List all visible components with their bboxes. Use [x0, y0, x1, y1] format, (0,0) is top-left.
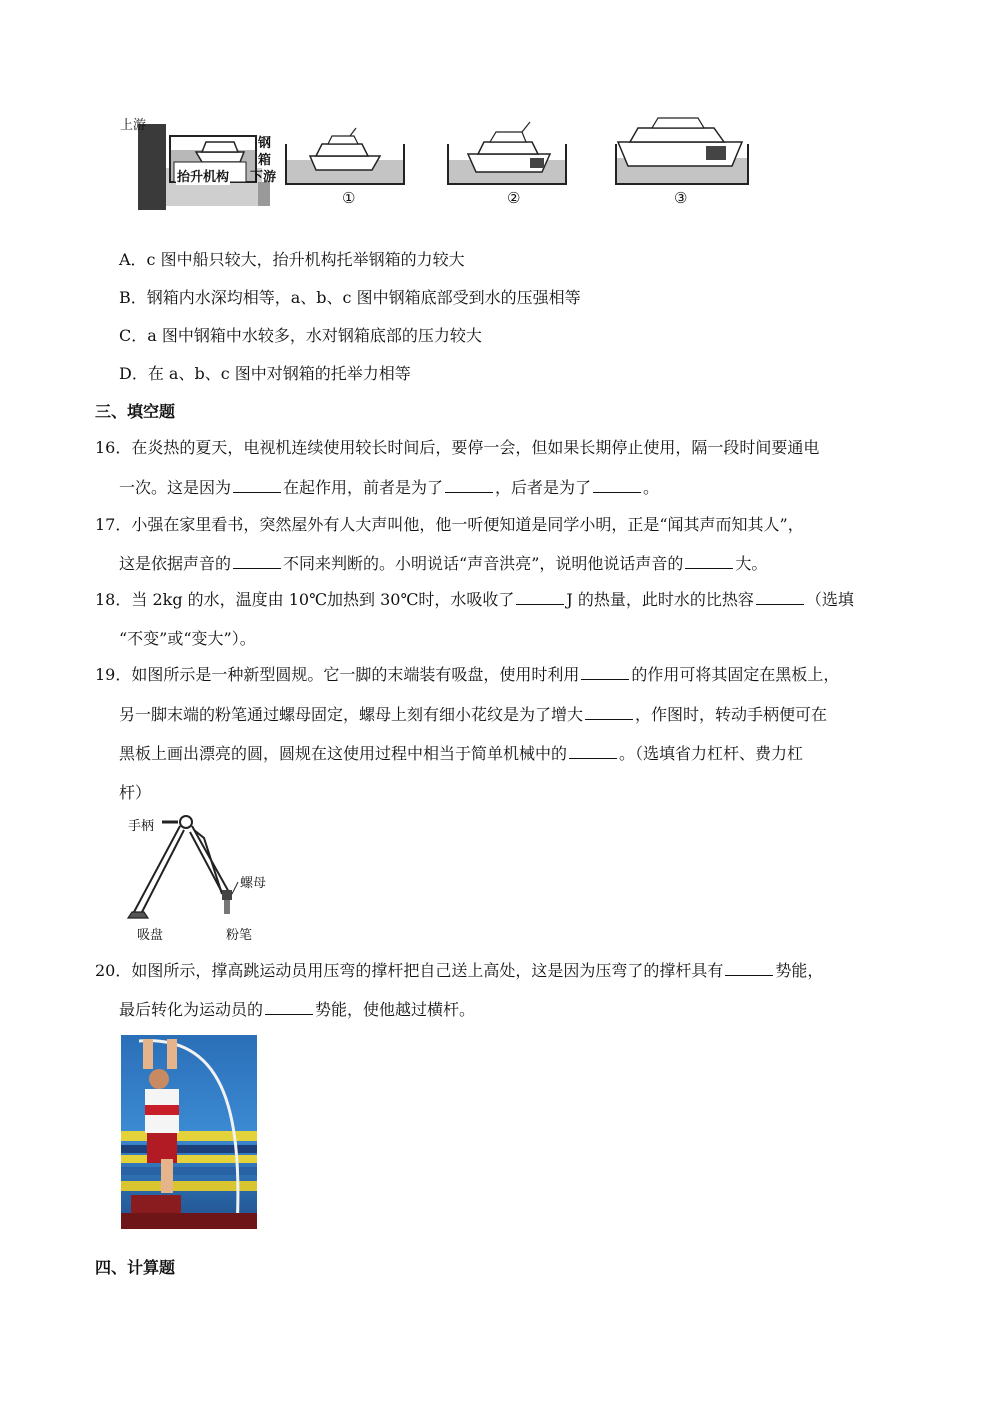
compass-label-chalk: 粉笔 [226, 928, 253, 943]
q19-line1 [95, 665, 839, 685]
q18-blank-1[interactable] [516, 590, 564, 605]
q19-line3 [119, 744, 803, 764]
q20-text1b: 势能， [775, 961, 824, 980]
q18-blank-2[interactable] [756, 590, 804, 605]
q19-text2a: 另一脚末端的粉笔通过螺母固定，螺母上刻有细小花纹是为了增大 [119, 705, 584, 724]
lock-label-upstream: 上游 [120, 118, 147, 133]
q16-blank-3[interactable] [593, 478, 641, 493]
q18-text1c: （选填 [805, 590, 854, 609]
compass-label-handle: 手柄 [128, 819, 155, 834]
q16-line1 [95, 438, 819, 458]
q15-option-b: B．钢箱内水深均相等，a、b、c 图中钢箱底部受到水的压强相等 [119, 288, 581, 307]
q20-text1a: 如图所示，撑高跳运动员用压弯的撑杆把自己送上高处，这是因为压弯了的撑杆具有 [131, 961, 724, 980]
q19-text2b: ，作图时，转动手柄便可在 [635, 705, 828, 724]
compass-label-nut: 螺母 [240, 876, 267, 891]
q16-text2a: 一次。这是因为 [119, 478, 232, 497]
q16-line2 [119, 478, 659, 498]
q17-line2 [119, 554, 767, 574]
q19-blank-2[interactable] [585, 705, 633, 720]
q17-blank-2[interactable] [685, 554, 733, 569]
q19-text3b: 。（选填省力杠杆、费力杠 [619, 744, 804, 763]
q20-number: 20． [95, 961, 132, 980]
q17-line1 [95, 515, 804, 535]
section-3-title: 三、填空题 [95, 402, 176, 421]
panel-label-1: ① [342, 189, 356, 207]
q18-line1 [95, 590, 854, 610]
compass-label-sucker: 吸盘 [137, 928, 164, 943]
ship-lock-figure [118, 108, 758, 212]
q17-blank-1[interactable] [233, 554, 281, 569]
q19-text1a: 如图所示是一种新型圆规。它一脚的末端装有吸盘，使用时利用 [131, 665, 580, 684]
q18-text1a: 当 2kg 的水，温度由 10℃加热到 30℃时，水吸收了 [131, 590, 515, 609]
pole-vault-photo [121, 1035, 257, 1229]
q18-line2: “不变”或“变大”）。 [119, 629, 256, 648]
q17-text2c: 大。 [735, 554, 768, 573]
panel-label-2: ② [507, 189, 521, 207]
q16-text2d: 。 [643, 478, 660, 497]
q17-number: 17． [95, 515, 132, 534]
q16-text1: 在炎热的夏天，电视机连续使用较长时间后，要停一会，但如果长期停止使用，隔一段时间要通电 [131, 438, 820, 457]
q15-option-c: C．a 图中钢箱中水较多，水对钢箱底部的压力较大 [119, 326, 482, 345]
q19-line4: 杆） [119, 783, 152, 802]
q19-number: 19． [95, 665, 132, 684]
q18-number: 18． [95, 590, 132, 609]
q19-text3a: 黑板上画出漂亮的圆，圆规在这使用过程中相当于简单机械中的 [119, 744, 568, 763]
q19-blank-1[interactable] [581, 665, 629, 680]
lock-label-lift: 抬升机构 [176, 166, 230, 185]
panel-label-3: ③ [674, 189, 688, 207]
section-4-title: 四、计算题 [95, 1258, 176, 1277]
q16-text2c: ，后者是为了 [495, 478, 592, 497]
lock-label-box1: 钢 [258, 136, 272, 151]
q16-blank-2[interactable] [445, 478, 493, 493]
q16-number: 16． [95, 438, 132, 457]
q17-text2b: 不同来判断的。小明说话“声音洪亮”，说明他说话声音的 [283, 554, 684, 573]
q18-text1b: J 的热量，此时水的比热容 [566, 590, 754, 609]
q20-blank-2[interactable] [265, 1000, 313, 1015]
q20-line1 [95, 961, 823, 981]
lock-label-box2: 箱 [258, 153, 272, 168]
q20-blank-1[interactable] [725, 961, 773, 976]
q20-line2 [119, 1000, 475, 1020]
q15-option-d: D．在 a、b、c 图中对钢箱的托举力相等 [119, 364, 411, 383]
q19-text1b: 的作用可将其固定在黑板上， [631, 665, 840, 684]
q19-line2 [119, 705, 827, 725]
q20-text2a: 最后转化为运动员的 [119, 1000, 264, 1019]
q15-option-a: A．c 图中船只较大，抬升机构托举钢箱的力较大 [119, 250, 465, 269]
q16-text2b: 在起作用，前者是为了 [283, 478, 444, 497]
q20-text2b: 势能，使他越过横杆。 [315, 1000, 476, 1019]
lock-label-downstream: 下游 [250, 170, 277, 185]
q17-text2a: 这是依据声音的 [119, 554, 232, 573]
q16-blank-1[interactable] [233, 478, 281, 493]
q19-blank-3[interactable] [569, 744, 617, 759]
q17-text1: 小强在家里看书，突然屋外有人大声叫他，他一听便知道是同学小明，正是“闻其声而知其人”， [131, 515, 804, 534]
